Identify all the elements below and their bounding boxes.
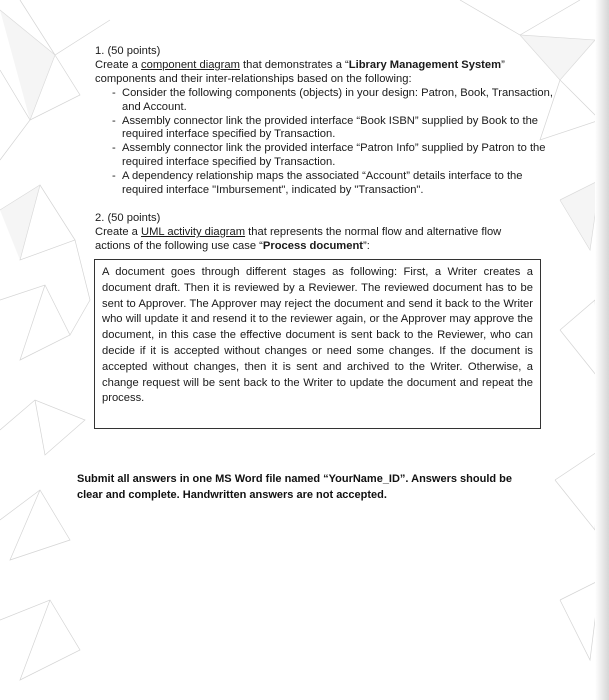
question-2-number: 2. (50 points): [95, 212, 161, 224]
list-item: - A dependency relationship maps the associated “Account” details interface to the required interface "Imbursement", indicated by "Transaction".: [112, 170, 565, 198]
use-case-description-box: A document goes through different stages as following: First, a Writer creates a document draft. Then it is reviewed by a Reviewer. The reviewed document has to be sent to Approver. The Approver may reject the document and send it back to the Writer who will update it and resend it to the reviewer again, or the Approver may approve the document, in this case the effective document is sent back to the Reviewer, who can decide if it is accepted without changes or need some changes. If the document is accepted without changes, then it is sent and archived to the Writer. Otherwise, a change request will be sent back to the Writer to update the document and repeat the process.: [94, 259, 541, 429]
component-diagram-link[interactable]: component diagram: [141, 58, 240, 71]
list-item: - Assembly connector link the provided interface “Patron Info” supplied by Patron to the required interface specified by Transaction.: [112, 142, 565, 170]
question-1-line-2: components and their inter-relationships based on the following:: [95, 72, 412, 85]
question-2: [95, 212, 565, 254]
question-2-line-2: [95, 240, 565, 254]
uml-activity-diagram-link[interactable]: UML activity diagram: [141, 225, 246, 238]
text-segment: actions of the following use case “: [95, 239, 263, 252]
question-1-line-1: [95, 59, 565, 73]
text-segment: ”:: [363, 239, 370, 252]
text-segment: Create a: [95, 225, 142, 238]
question-1: [95, 45, 565, 198]
text-segment: Create a: [95, 58, 142, 71]
text-segment: that demonstrates a “: [239, 58, 349, 71]
list-item: - Assembly connector link the provided interface “Book ISBN” supplied by Book to the required interface specified by Transaction.: [112, 115, 565, 143]
list-item: - Consider the following components (objects) in your design: Patron, Book, Transaction, and Account.: [112, 87, 565, 115]
use-case-name: Process document: [262, 239, 364, 252]
submission-instructions: Submit all answers in one MS Word file named “YourName_ID”. Answers should be clear and complete. Handwritten answers are not accepted.: [77, 473, 512, 501]
text-segment: that represents the normal flow and alternative flow: [245, 225, 502, 238]
question-1-number: 1. (50 points): [95, 45, 161, 57]
requirements-list: [95, 87, 565, 198]
question-2-line-1: [95, 226, 565, 240]
system-name: Library Management System: [348, 58, 502, 71]
text-segment: ”: [501, 58, 505, 71]
